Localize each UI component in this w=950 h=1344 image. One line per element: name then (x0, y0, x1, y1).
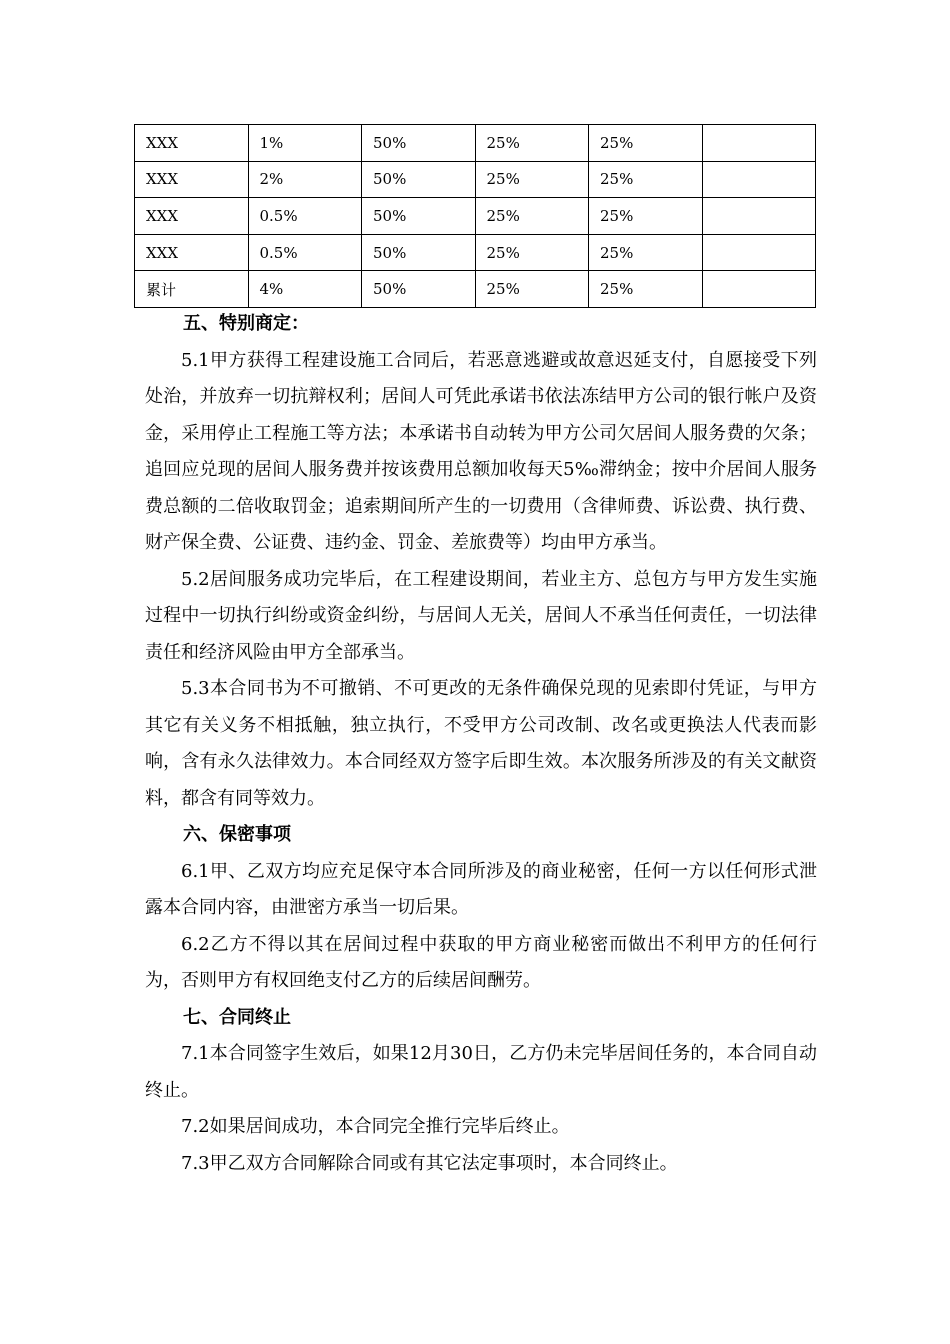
table-cell: 累计 (135, 271, 249, 308)
clause-7-1: 7.1本合同签字生效后，如果12月30日，乙方仍未完毕居间任务的，本合同自动终止。 (145, 1043, 817, 1101)
table-cell: XXX (135, 198, 249, 235)
table-cell: 25% (589, 271, 703, 308)
section-heading-termination: 七、合同终止 (183, 1006, 291, 1028)
clause-6-2: 6.2乙方不得以其在居间过程中获取的甲方商业秘密而做出不利甲方的任何行为，否则甲方有权回绝支付乙方的后续居间酬劳。 (145, 933, 817, 991)
table-cell: 25% (475, 198, 589, 235)
clause-7-3: 7.3甲乙双方合同解除合同或有其它法定事项时，本合同终止。 (181, 1152, 678, 1174)
table-row (135, 161, 816, 198)
table-cell (702, 271, 816, 308)
clause-5-3: 5.3本合同书为不可撤销、不可更改的无条件确保兑现的见索即付凭证，与甲方其它有关义务不相抵触，独立执行，不受甲方公司改制、改名或更换法人代表而影响，含有永久法律效力。本合同经双方签字后即生效。本次服务所涉及的有关文献资料，都含有同等效力。 (145, 678, 817, 809)
table-cell: 25% (475, 271, 589, 308)
table-cell: 1% (248, 125, 362, 162)
table-cell: 25% (475, 161, 589, 198)
table-cell: XXX (135, 234, 249, 271)
table-cell: 2% (248, 161, 362, 198)
table-cell (702, 234, 816, 271)
table-cell: 25% (475, 234, 589, 271)
table-cell (702, 125, 816, 162)
table-cell: 0.5% (248, 234, 362, 271)
fee-distribution-table (134, 124, 816, 308)
table-cell: 25% (589, 198, 703, 235)
table-cell: 25% (589, 161, 703, 198)
table-cell: 25% (589, 125, 703, 162)
table-row (135, 234, 816, 271)
table-row-total (135, 271, 816, 308)
table-cell (702, 161, 816, 198)
table-cell: 50% (362, 198, 476, 235)
table-cell: 50% (362, 161, 476, 198)
table-row (135, 125, 816, 162)
clause-6-1: 6.1甲、乙双方均应充足保守本合同所涉及的商业秘密，任何一方以任何形式泄露本合同内容，由泄密方承当一切后果。 (145, 860, 817, 918)
clause-5-2: 5.2居间服务成功完毕后，在工程建设期间，若业主方、总包方与甲方发生实施过程中一切执行纠纷或资金纠纷，与居间人无关，居间人不承当任何责任，一切法律责任和经济风险由甲方全部承当。 (145, 568, 817, 663)
table-cell: 25% (475, 125, 589, 162)
section-heading-confidentiality: 六、保密事项 (183, 824, 291, 845)
clause-7-2: 7.2如果居间成功，本合同完全推行完毕后终止。 (181, 1116, 570, 1137)
table-cell: XXX (135, 125, 249, 162)
clause-5-1: 5.1甲方获得工程建设施工合同后，若恶意逃避或故意迟延支付，自愿接受下列处治，并放弃一切抗辩权利；居间人可凭此承诺书依法冻结甲方公司的银行帐户及资金，采用停止工程施工等方法；本承诺书自动转为甲方公司欠居间人服务费的欠条；追回应兑现的居间人服务费并按该费用总额加收每天5‰滞纳金；按中介居间人服务费总额的二倍收取罚金；追索期间所产生的一切费用（含律师费、诉讼费、执行费、财产保全费、公证费、违约金、罚金、差旅费等）均由甲方承当。 (145, 349, 817, 553)
table-cell: XXX (135, 161, 249, 198)
section-heading-special-terms: 五、特别商定： (183, 313, 309, 334)
table-row (135, 198, 816, 235)
table-cell: 50% (362, 271, 476, 308)
table-cell: 0.5% (248, 198, 362, 235)
table-cell: 50% (362, 125, 476, 162)
table-cell: 25% (589, 234, 703, 271)
table-cell: 4% (248, 271, 362, 308)
contract-body (145, 306, 817, 1182)
table-cell: 50% (362, 234, 476, 271)
table-cell (702, 198, 816, 235)
